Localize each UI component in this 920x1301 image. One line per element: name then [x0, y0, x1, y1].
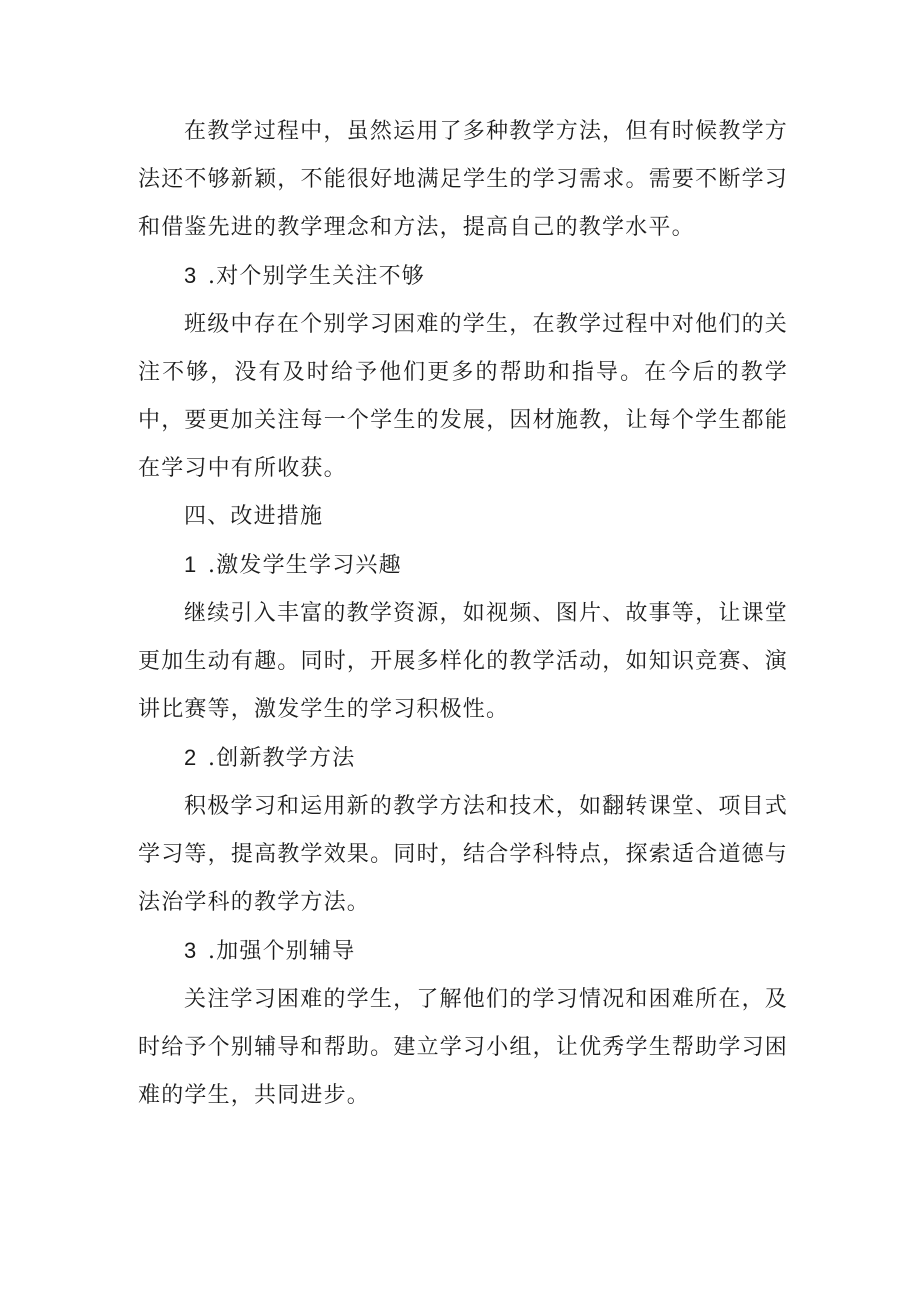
paragraph-teaching-methods: 在教学过程中，虽然运用了多种教学方法，但有时候教学方法还不够新颖，不能很好地满足学生的学习需求。需要不断学习和借鉴先进的教学理念和方法，提高自己的教学水平。 [138, 119, 788, 240]
section-title-improvement: 四、改进措施 [184, 504, 324, 529]
subheading-text: .对个别学生关注不够 [208, 264, 425, 289]
subheading-individual-attention [138, 252, 788, 301]
paragraph-individual-students: 班级中存在个别学习困难的学生，在教学过程中对他们的关注不够，没有及时给予他们更多的帮助和指导。在今后的教学中，要更加关注每一个学生的发展，因材施教，让每个学生都能在学习中有所收获。 [138, 312, 788, 481]
paragraph-innovation: 积极学习和运用新的教学方法和技术，如翻转课堂、项目式学习等，提高教学效果。同时，结合学科特点，探索适合道德与法治学科的教学方法。 [138, 794, 788, 915]
subheading-number: 3 [184, 263, 198, 288]
subheading-number: 3 [184, 938, 198, 963]
subheading-number: 1 [184, 552, 198, 577]
subheading-interest [138, 541, 788, 590]
paragraph-tutoring: 关注学习困难的学生，了解他们的学习情况和困难所在，及时给予个别辅导和帮助。建立学习小组，让优秀学生帮助学习困难的学生，共同进步。 [138, 987, 788, 1108]
subheading-text: .激发学生学习兴趣 [208, 553, 402, 578]
subheading-text: .创新教学方法 [208, 746, 356, 771]
paragraph-interest: 继续引入丰富的教学资源，如视频、图片、故事等，让课堂更加生动有趣。同时，开展多样化的教学活动，如知识竞赛、演讲比赛等，激发学生的学习积极性。 [138, 601, 788, 722]
subheading-tutoring [138, 927, 788, 976]
subheading-text: .加强个别辅导 [208, 939, 356, 964]
document-body [138, 108, 788, 1120]
subheading-innovation [138, 734, 788, 783]
subheading-number: 2 [184, 745, 198, 770]
